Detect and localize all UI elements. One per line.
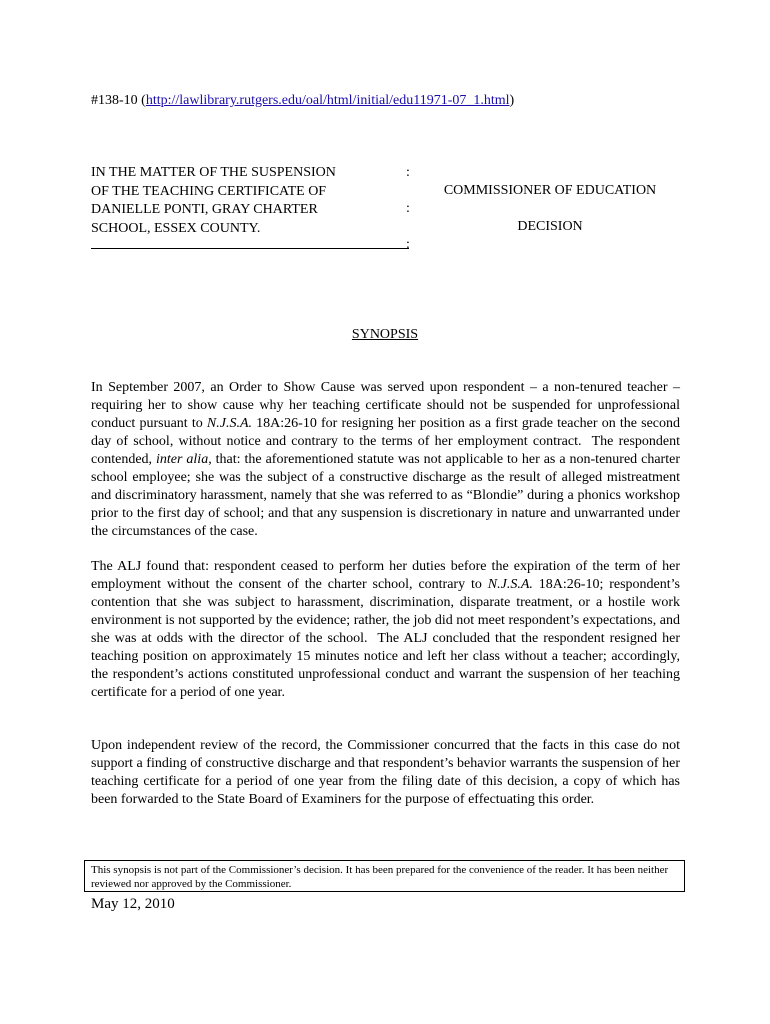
decision-label: DECISION [517,219,583,234]
page-title [0,326,770,344]
synopsis-heading: SYNOPSIS [351,327,419,342]
agency-title: COMMISSIONER OF EDUCATION [443,183,657,198]
reference-number: #138-10 [91,93,138,108]
reference-link[interactable]: http://lawlibrary.rutgers.edu/oal/html/initial/edu11971-07_1.html [145,93,510,108]
caption-colon: : [406,165,410,180]
synopsis-paragraph: In September 2007, an Order to Show Cause was served upon respondent – a non-tenured teacher – requiring her to show cause why her teaching certificate should not be suspended for unprofessional conduct pursuant to N.J.S.A. 18A:26-10 for resigning her position as a first grade teacher on the second day of school, without notice and contrary to the terms of her employment contract. The respondent contended, inter alia, that: the aforementioned statute was not applicable to her as a non-tenured charter school employee; she was the subject of a constructive discharge as the result of alleged mistreatment and discriminatory harassment, namely that she was referred to as “Blondie” during a phonics workshop prior to the first day of school; and that any suspension is discretionary in nature and unwarranted under the circumstances of the case. [91,380,680,539]
synopsis-paragraph: The ALJ found that: respondent ceased to perform her duties before the expiration of the term of her employment without the consent of the charter school, contrary to N.J.S.A. 18A:26-10; respondent’s contention that she was subject to harassment, discrimination, disparate treatment, or a hostile work environment is not supported by the evidence; rather, the job did not meet respondent’s expectations, and she was at odds with the director of the school. The ALJ concluded that the respondent resigned her teaching position on approximately 15 minutes notice and left her class without a teacher; accordingly, the respondent’s actions constituted unprofessional conduct and warrant the suspension of her teaching certificate for a period of one year. [91,559,680,700]
caption-colon: : [406,201,410,216]
case-caption [91,164,409,238]
synopsis-paragraph: Upon independent review of the record, the Commissioner concurred that the facts in this case do not support a finding of constructive discharge and that respondent’s behavior warrants the suspension of her teaching certificate for a period of one year from the filing date of this decision, a copy of which has been forwarded to the State Board of Examiners for the purpose of effectuating this order. [91,738,680,807]
caption-line: SCHOOL, ESSEX COUNTY. [91,220,261,236]
document-reference: #138-10 (http://lawlibrary.rutgers.edu/oal/html/initial/edu11971-07_1.html) [91,93,515,108]
decision-date: May 12, 2010 [91,896,175,912]
disclaimer-note: This synopsis is not part of the Commissioner’s decision. It has been prepared for the convenience of the reader. It has been neither reviewed nor approved by the Commissioner. [84,860,685,892]
caption-line: IN THE MATTER OF THE SUSPENSION [91,165,336,180]
caption-colon: : [406,237,410,252]
caption-line: DANIELLE PONTI, GRAY CHARTER [91,202,318,217]
caption-line: OF THE TEACHING CERTIFICATE OF [91,183,327,199]
caption-rule [91,248,409,249]
